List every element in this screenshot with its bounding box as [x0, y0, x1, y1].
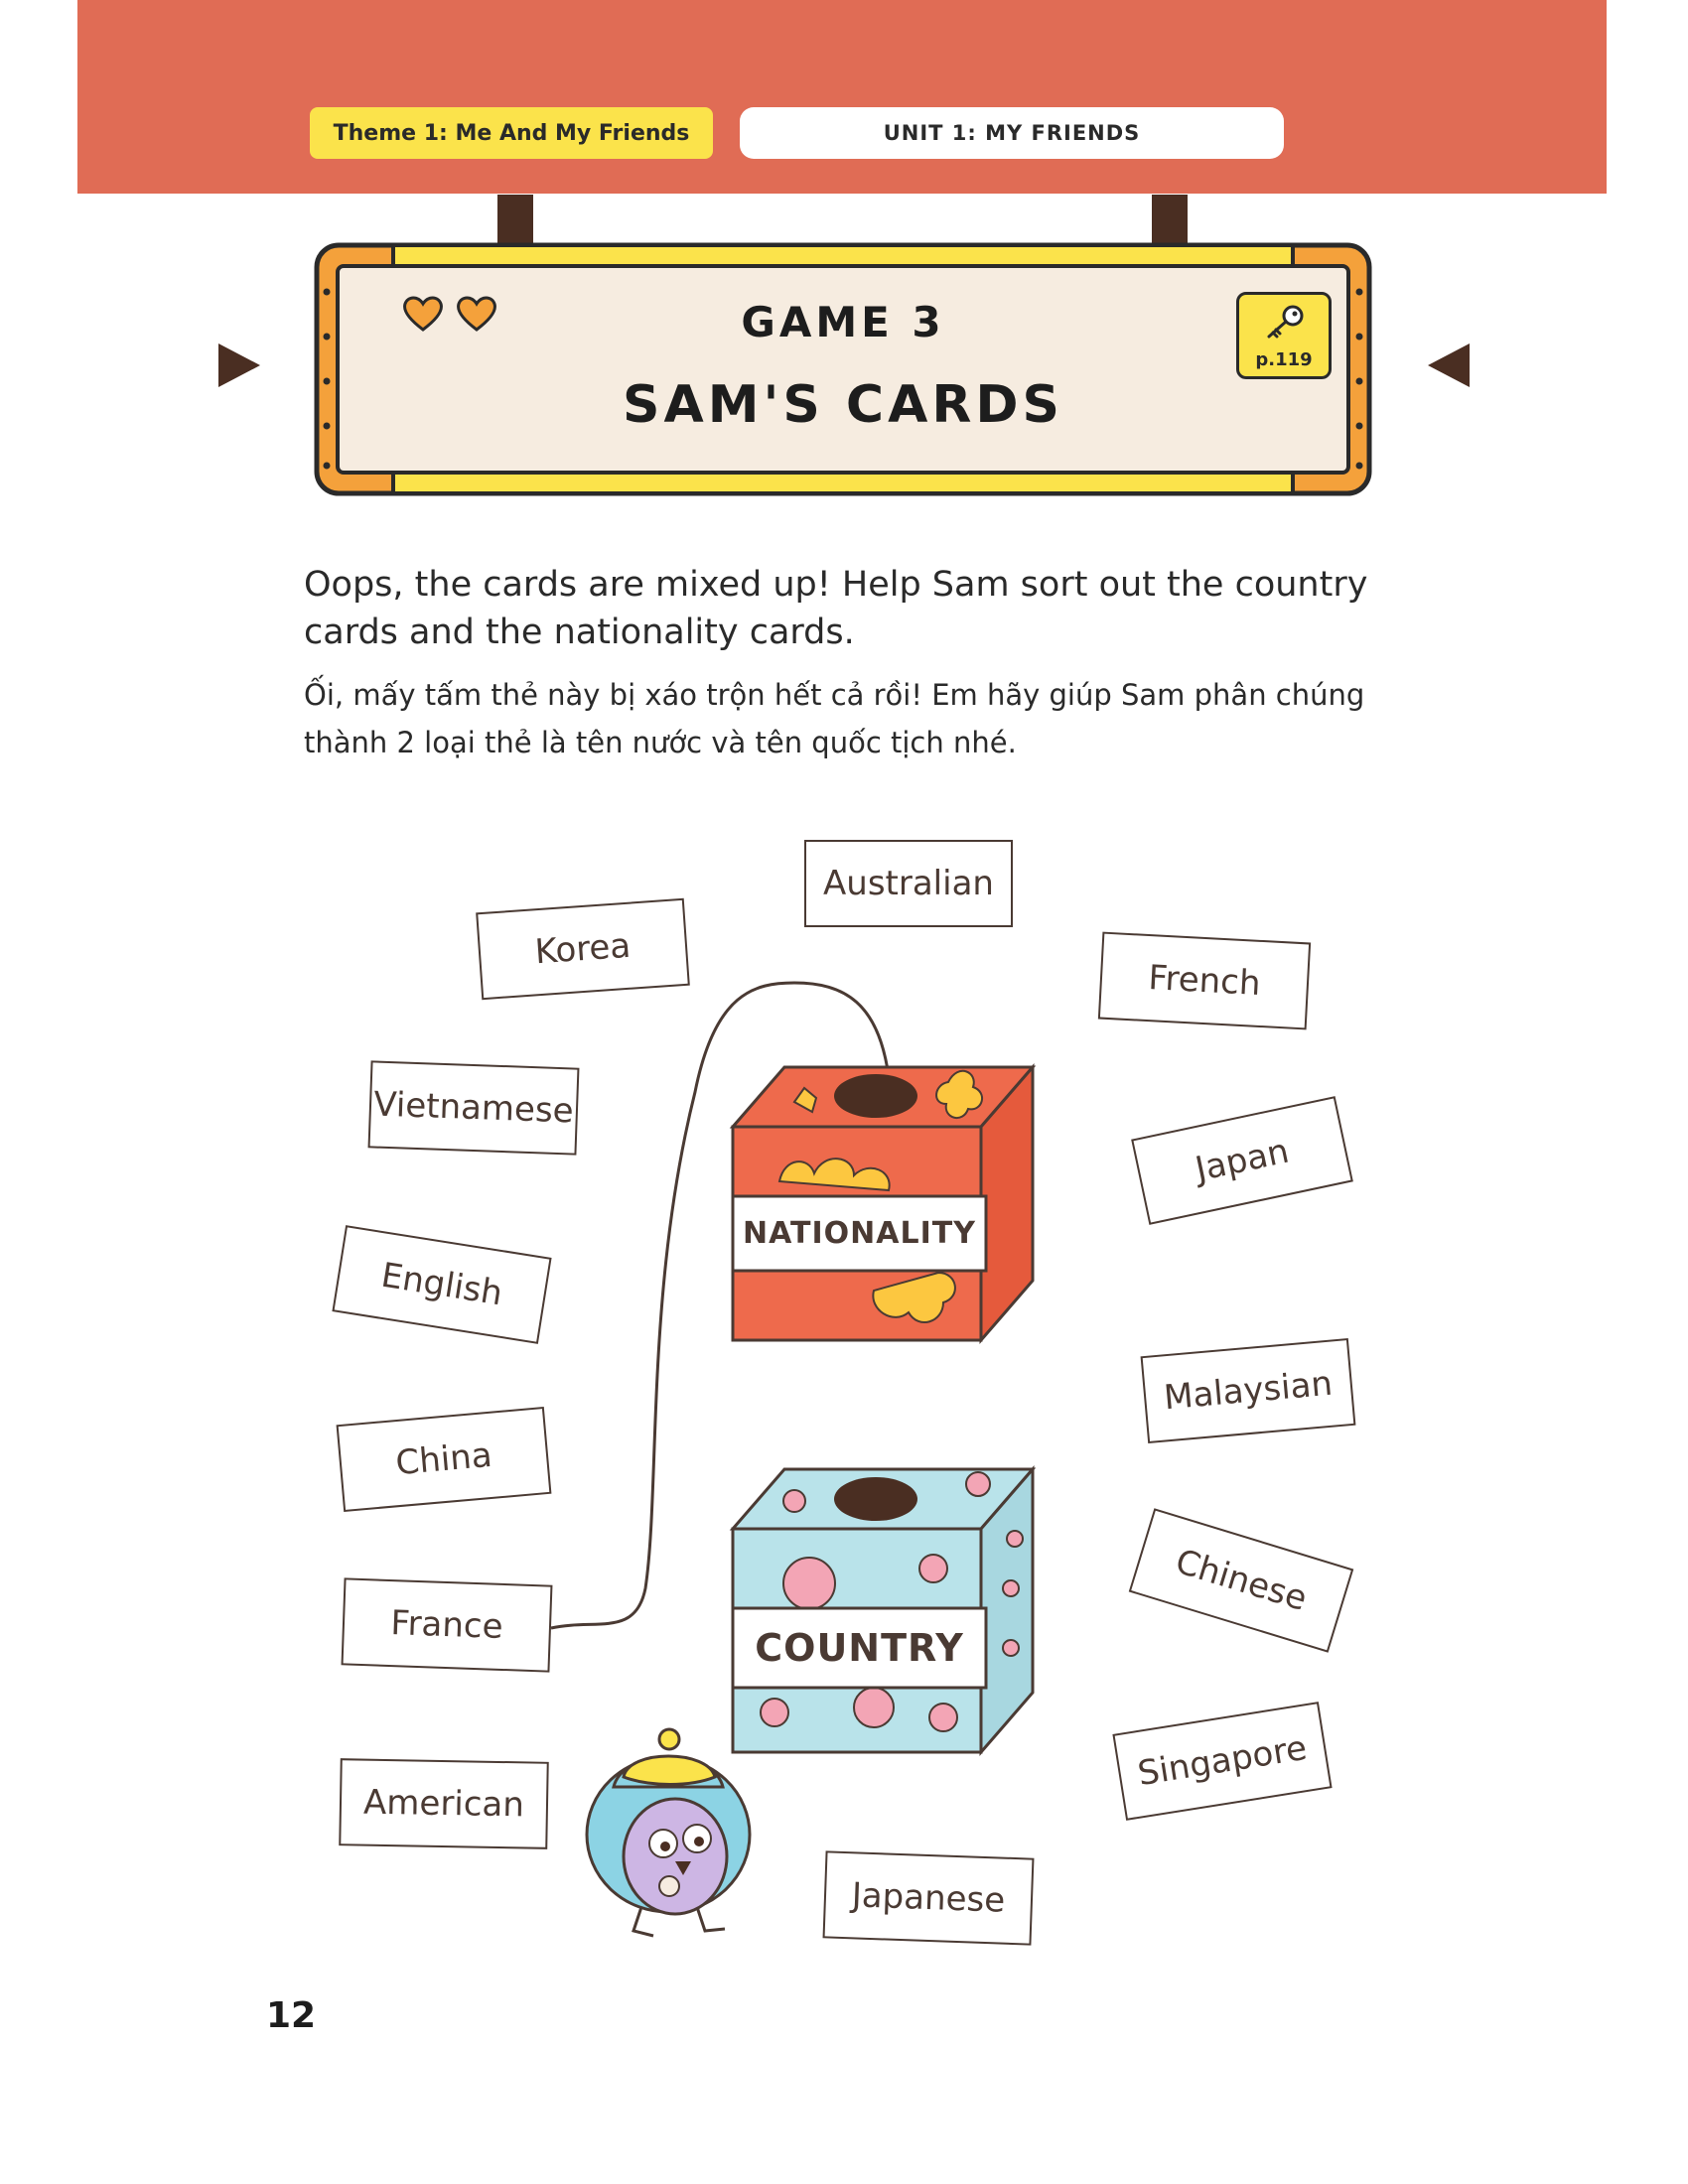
word-card[interactable]: Chinese — [1129, 1508, 1354, 1653]
word-card[interactable]: American — [339, 1758, 549, 1849]
word-card[interactable]: Vietnamese — [368, 1060, 580, 1155]
key-page-label: p.119 — [1255, 349, 1313, 370]
word-card[interactable]: Japan — [1131, 1096, 1353, 1225]
unit-label: UNIT 1: MY FRIENDS — [740, 107, 1284, 159]
word-card[interactable]: Australian — [804, 840, 1013, 927]
country-box-label: COUNTRY — [755, 1626, 964, 1670]
word-card[interactable]: Japanese — [823, 1850, 1035, 1945]
word-card[interactable]: Singapore — [1112, 1702, 1332, 1821]
sam-character — [587, 1729, 750, 1936]
nationality-box-label: NATIONALITY — [743, 1216, 976, 1251]
word-card[interactable]: France — [342, 1577, 553, 1672]
instruction-vietnamese: Ối, mấy tấm thẻ này bị xáo trộn hết cả rồi! Em hãy giúp Sam phân chúng thành 2 loại thẻ là tên nước và tên quốc tịch nhé. — [304, 678, 1365, 759]
word-card[interactable]: English — [332, 1225, 551, 1344]
word-card[interactable]: Malaysian — [1141, 1338, 1356, 1443]
theme-label: Theme 1: Me And My Friends — [310, 107, 713, 159]
game-title: SAM'S CARDS — [623, 375, 1063, 435]
word-card[interactable]: China — [337, 1407, 552, 1512]
instruction-english: Oops, the cards are mixed up! Help Sam sort out the country cards and the nationality cards. — [304, 565, 1368, 652]
page-number: 12 — [266, 1995, 317, 2036]
word-card[interactable]: French — [1098, 932, 1311, 1030]
word-card[interactable]: Korea — [476, 898, 690, 1000]
game-number: GAME 3 — [741, 298, 945, 346]
